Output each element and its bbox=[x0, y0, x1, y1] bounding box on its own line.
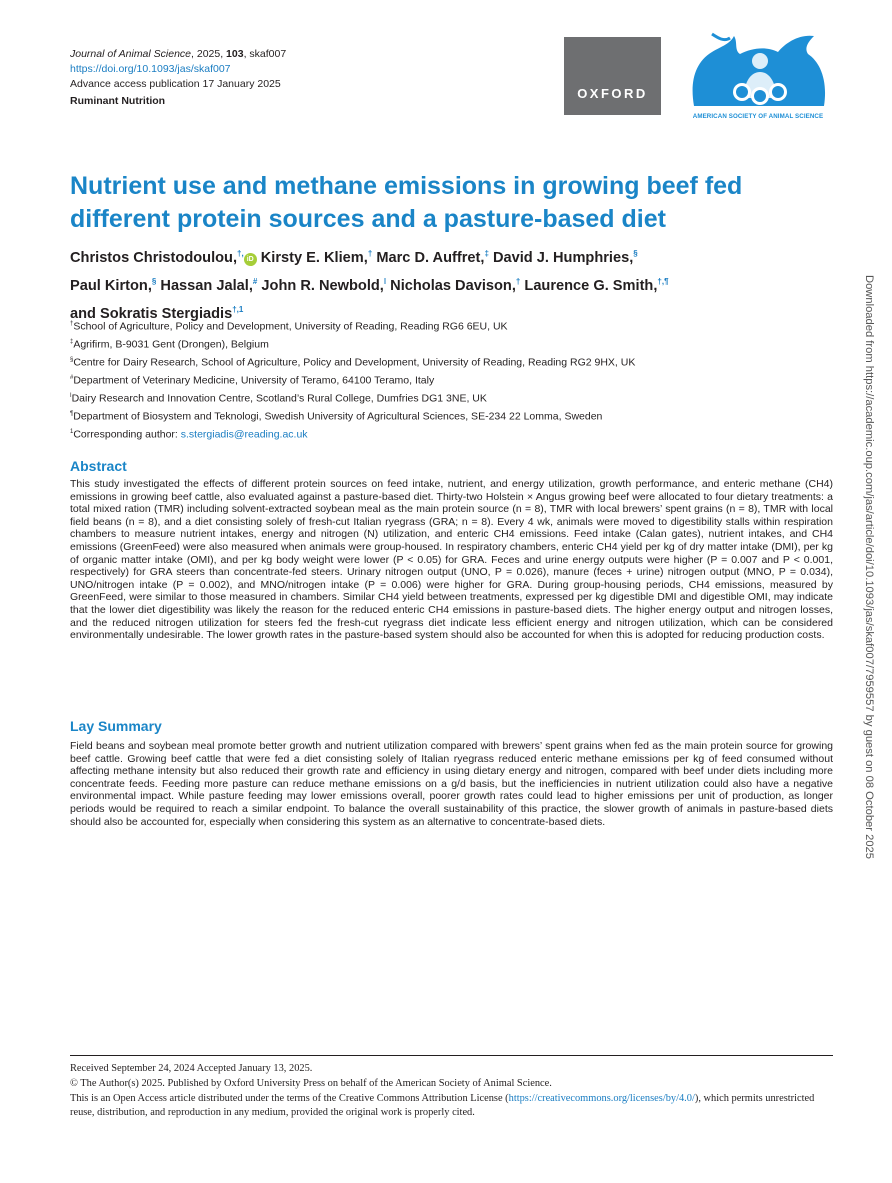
affiliation-mark: # bbox=[70, 375, 74, 381]
affiliation-text: Agrifirm, B-9031 Gent (Drongen), Belgium bbox=[73, 338, 269, 351]
doi-link[interactable]: https://doi.org/10.1093/jas/skaf007 bbox=[70, 63, 231, 75]
author-mark: § bbox=[151, 276, 157, 286]
corresponding-author bbox=[70, 425, 830, 443]
license-text: This is an Open Access article distributed under the terms of the Creative Commons Attribution License ( bbox=[70, 1092, 509, 1104]
license bbox=[70, 1092, 840, 1122]
affiliation bbox=[70, 389, 830, 407]
citation-line bbox=[70, 47, 286, 62]
author-mark: †,1 bbox=[232, 304, 244, 314]
oxford-logo bbox=[564, 37, 661, 115]
footer bbox=[70, 1062, 840, 1121]
affiliation-text: Department of Veterinary Medicine, University of Teramo, 64100 Teramo, Italy bbox=[73, 374, 435, 387]
volume: 103 bbox=[226, 48, 244, 60]
affiliation bbox=[70, 353, 830, 371]
author-name: Hassan Jalal, bbox=[160, 277, 253, 294]
corresponding-label: Corresponding author: bbox=[73, 428, 181, 441]
affiliation bbox=[70, 317, 830, 335]
affiliation-text: School of Agriculture, Policy and Development, University of Reading, Reading RG6 6EU, UK bbox=[73, 320, 508, 333]
asas-logo bbox=[682, 28, 834, 120]
lay-summary-text: Field beans and soybean meal promote better growth and nutrient utilization compared with brewers’ spent grains when fed as the main protein source for growing beef cattle. Growing beef cattle that were fed a diet consisting solely of Italian ryegrass reduced enteric methane emissions per kg of feed consumed without affecting methane intensity but also reduced their growth rate and efficiency in using dietary energy and nitrogen, compared with beef under diets including more concentrate feeds. Feeding more pasture can reduce methane emissions on a g/d basis, but the inefficiencies in nutrient utilization could also have a negative environmental impact. While pasture feeding may lower emissions overall, poorer growth rates could lead to higher emissions per unit of production, as longer periods would be required to reach a similar endpoint. To balance the overall sustainability of this practice, the slower growth of animals in pasture-based diets should also be accounted for, especially when considering this system as an alternative to concentrate-based diets. bbox=[70, 740, 833, 828]
asas-emblem-icon bbox=[682, 28, 834, 110]
author-mark: † bbox=[515, 276, 521, 286]
asas-logo-text: AMERICAN SOCIETY OF ANIMAL SCIENCE bbox=[692, 113, 824, 120]
affiliation-mark: § bbox=[70, 357, 74, 363]
author-name: David J. Humphries, bbox=[492, 249, 634, 266]
author-name: Paul Kirton, bbox=[70, 277, 152, 294]
article-id: , skaf007 bbox=[243, 48, 287, 60]
author-mark: †,¶ bbox=[657, 276, 669, 286]
corresponding-mark: 1 bbox=[70, 429, 74, 435]
affiliation-mark: ¶ bbox=[70, 411, 74, 417]
affiliation-list bbox=[70, 317, 830, 443]
affiliation bbox=[70, 371, 830, 389]
journal-header bbox=[70, 47, 286, 109]
affiliation-text: Department of Biosystem and Teknologi, Swedish University of Agricultural Sciences, SE-234 22 Lomma, Sweden bbox=[73, 410, 603, 423]
affiliation bbox=[70, 407, 830, 425]
author-mark: ‡ bbox=[484, 249, 489, 258]
footer-divider bbox=[70, 1055, 833, 1056]
lay-summary-heading: Lay Summary bbox=[70, 718, 162, 734]
author-name: Christos Christodoulou, bbox=[70, 249, 238, 266]
author-name: Kirsty E. Kliem, bbox=[260, 249, 368, 266]
article-title: Nutrient use and methane emissions in growing beef fed different protein sources and a pasture-based diet bbox=[70, 172, 743, 233]
advance-access: Advance access publication 17 January 2025 bbox=[70, 78, 281, 90]
author-name: Marc D. Auffret, bbox=[376, 249, 485, 266]
author-name: Nicholas Davison, bbox=[390, 277, 516, 294]
author-name: Laurence G. Smith, bbox=[524, 277, 658, 294]
author-mark: †, bbox=[237, 249, 244, 258]
affiliation-text: Dairy Research and Innovation Centre, Scotland’s Rural College, Dumfries DG1 3NE, UK bbox=[71, 392, 487, 405]
email-link[interactable]: s.stergiadis@reading.ac.uk bbox=[180, 428, 308, 441]
download-note bbox=[861, 275, 877, 935]
author-mark: § bbox=[633, 249, 638, 258]
affiliation-mark: † bbox=[70, 321, 74, 327]
citation-year: , 2025, bbox=[191, 48, 227, 60]
orcid-icon[interactable]: iD bbox=[244, 253, 257, 266]
abstract-text: This study investigated the effects of different protein sources on feed intake, nutrient, and energy utilization, growth performance, and enteric methane (CH4) emissions in growing beef cattle, also evaluated against a pasture-based diet. Thirty-two Holstein × Angus growing beef were allocated to four dietary treatments: a total mixed ration (TMR) including solvent-extracted soybean meal as the main protein source (n = 8), TMR with local brewers’ spent grains (n = 8), TMR with local field beans (n = 8), and a diet consisting solely of fresh-cut Italian ryegrass (GRA; n = 8). Every 4 wk, animals were moved to digestibility stalls within respiration chambers to measure nutrient intakes, energy and nitrogen (N) utilization, and enteric CH4 emissions. Feed intake (Calan gates), nutrient intakes, and CH4 emissions (GreenFeed) were also measured when animals were group-housed. In respiratory chambers, enteric CH4 yield per kg of dry matter intake (DMI), per kg of organic matter intake (OMI), and per kg body weight were lower (P < 0.05) for GRA. Feces and urine energy outputs were higher (P = 0.007 and P < 0.001, respectively) for GRA steers than concentrate-fed steers. Urinary nitrogen output (UNO, P = 0.026), manure (feces + urine) nitrogen output (MNO, P = 0.034), UNO/nitrogen intake (P = 0.002), and MNO/nitrogen intake (P = 0.006) were higher for GRA. During group-housing periods, CH4 emissions, measured by GreenFeed, were similar to those measured in chambers. Similar CH4 yield between treatments, expressed per kg digestible DMI and digestible OMI, may indicate that the lower diet digestibility was likely the reason for the reduced enteric CH4 emissions in pasture-based diets. The higher energy output and nitrogen losses, and the reduced nitrogen utilization for steers fed the fresh-cut ryegrass diet indicate less efficient energy and nitrogen utilization, which can be considered environmentally undesirable. The lower growth rates in the pasture-based system should also be accounted for when this is adopted for reducing production costs. bbox=[70, 478, 833, 642]
oxford-logo-text: OXFORD bbox=[577, 86, 648, 101]
section-label: Ruminant Nutrition bbox=[70, 95, 166, 107]
received-dates: Received September 24, 2024 Accepted January 13, 2025. bbox=[70, 1063, 313, 1074]
license-link[interactable]: https://creativecommons.org/licenses/by/4.0/ bbox=[508, 1092, 695, 1104]
affiliation-text: Centre for Dairy Research, School of Agriculture, Policy and Development, University of Reading, Reading RG2 9HX, UK bbox=[73, 356, 636, 369]
affiliation-mark: ‡ bbox=[70, 339, 74, 345]
license-text-end: ), which permits unrestricted reuse, distribution, and reproduction in any medium, provided the original work is properly cited. bbox=[70, 1092, 815, 1119]
copyright: © The Author(s) 2025. Published by Oxford University Press on behalf of the American Society of Animal Science. bbox=[70, 1077, 552, 1089]
author-mark: # bbox=[252, 276, 258, 286]
author-mark: † bbox=[367, 249, 373, 258]
affiliation bbox=[70, 335, 830, 353]
abstract-heading: Abstract bbox=[70, 458, 127, 474]
author-name: and Sokratis Stergiadis bbox=[70, 305, 233, 322]
author-mark: ǀ bbox=[383, 276, 387, 286]
download-note-text: Downloaded from https://academic.oup.com/jas/article/doi/10.1093/jas/skaf007/7959557 by guest on 08 October 2025 bbox=[863, 275, 875, 859]
affiliation-mark: ǀ bbox=[70, 393, 72, 399]
journal-name: Journal of Animal Science bbox=[70, 48, 192, 60]
author-name: John R. Newbold, bbox=[261, 277, 384, 294]
author-list bbox=[70, 242, 830, 326]
